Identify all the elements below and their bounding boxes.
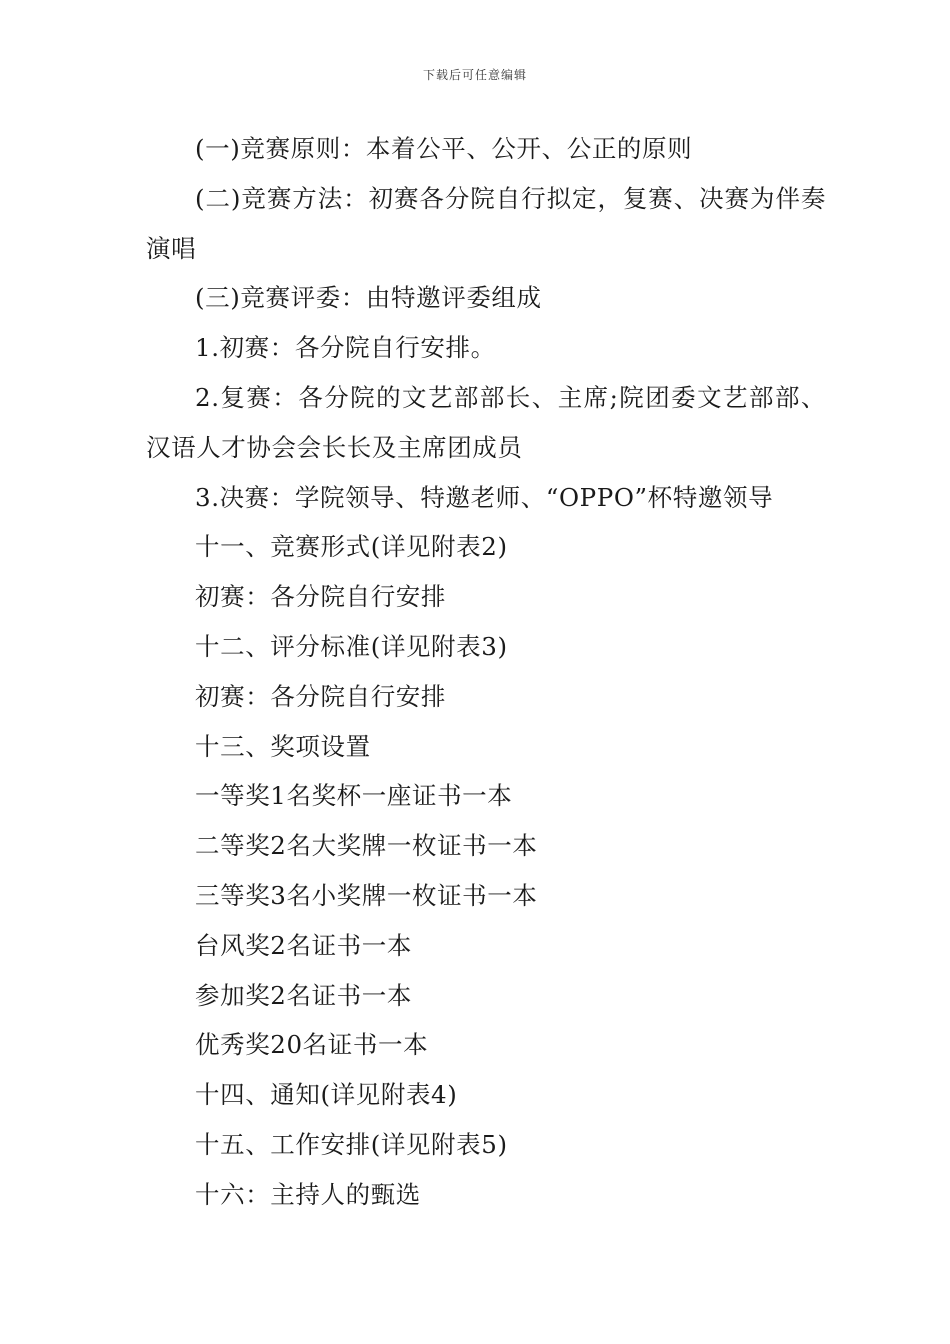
award-item-first-prize: 一等奖1名奖杯一座证书一本 — [195, 781, 513, 811]
section-heading-competition-format: 十一、竞赛形式(详见附表2) — [195, 532, 508, 562]
paragraph-preliminary-judges: 1.初赛：各分院自行安排。 — [195, 333, 496, 363]
page-header: 下载后可任意编辑 — [422, 68, 527, 82]
award-item-stage-presence: 台风奖2名证书一本 — [195, 930, 412, 960]
section-heading-awards: 十三、奖项设置 — [195, 731, 371, 761]
paragraph-format-preliminary: 初赛：各分院自行安排 — [195, 582, 446, 612]
paragraph-competition-principle: (一)竞赛原则：本着公平、公开、公正的原则 — [195, 134, 693, 163]
award-item-second-prize: 二等奖2名大奖牌一枚证书一本 — [195, 831, 538, 861]
award-item-participation: 参加奖2名证书一本 — [195, 980, 412, 1010]
paragraph-semifinal-judges: 2.复赛：各分院的文艺部部长、主席;院团委文艺部部、汉语人才协会会长长及主席团成员 — [146, 382, 826, 462]
award-item-third-prize: 三等奖3名小奖牌一枚证书一本 — [195, 880, 538, 910]
award-item-excellence: 优秀奖20名证书一本 — [195, 1030, 429, 1060]
section-heading-notice: 十四、通知(详见附表4) — [195, 1080, 458, 1110]
section-heading-host-selection: 十六：主持人的甄选 — [195, 1179, 421, 1209]
paragraph-competition-method: (二)竞赛方法：初赛各分院自行拟定，复赛、决赛为伴奏演唱 — [146, 183, 826, 263]
paragraph-final-judges: 3.决赛：学院领导、特邀老师、“OPPO”杯特邀领导 — [195, 482, 774, 512]
paragraph-scoring-preliminary: 初赛：各分院自行安排 — [195, 681, 446, 711]
paragraph-competition-judges: (三)竞赛评委：由特邀评委组成 — [195, 283, 542, 313]
section-heading-work-arrangement: 十五、工作安排(详见附表5) — [195, 1129, 508, 1159]
document-body — [146, 124, 826, 1220]
section-heading-scoring-criteria: 十二、评分标准(详见附表3) — [195, 631, 508, 661]
